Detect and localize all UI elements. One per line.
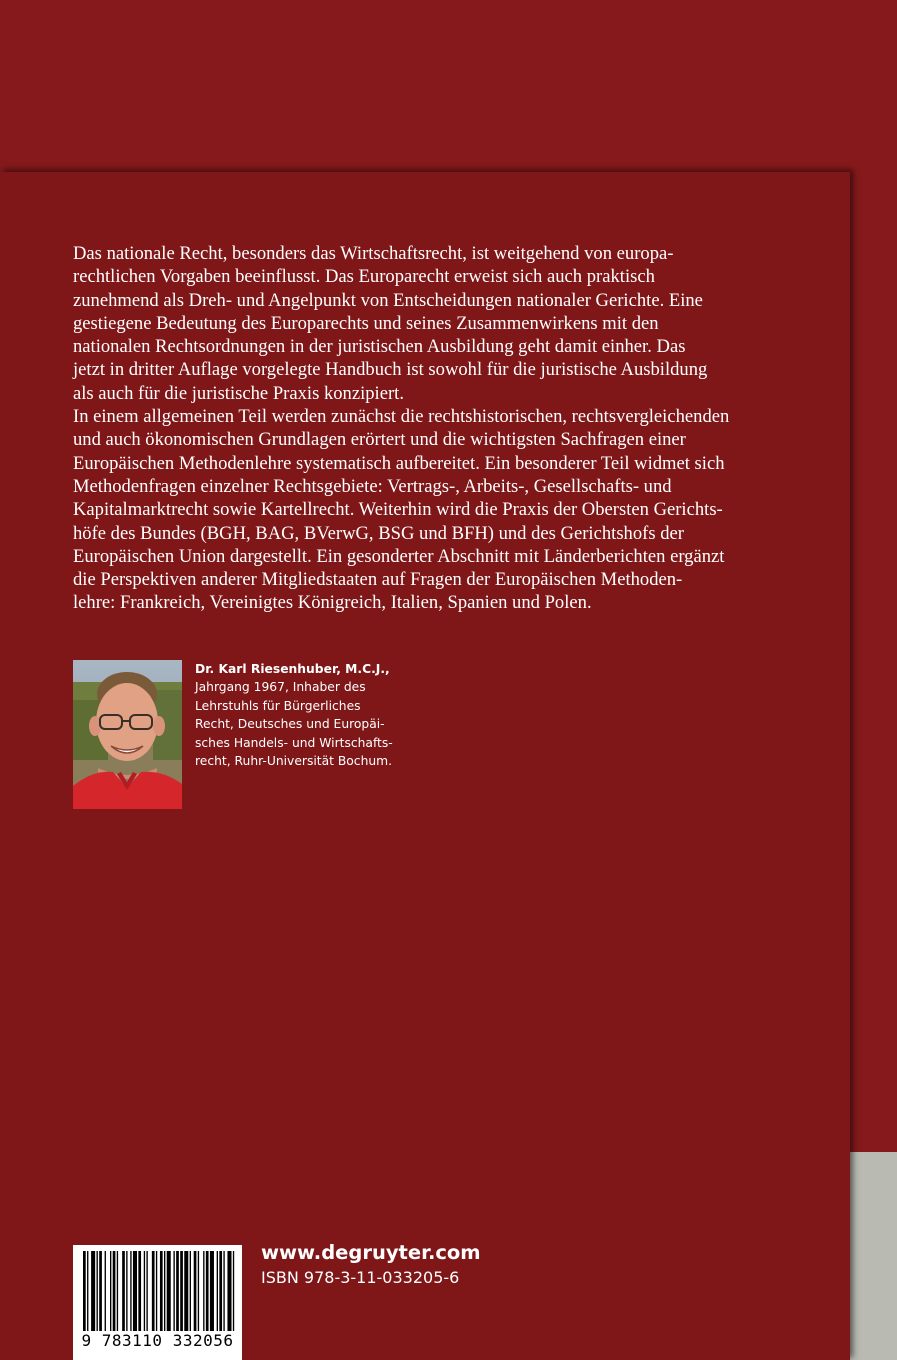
barcode-bar	[233, 1251, 234, 1331]
barcode-bar	[122, 1251, 125, 1331]
blurb-line: als auch für die juristische Praxis konzipiert.	[73, 382, 404, 404]
author-bio-line: Lehrstuhls für Bürgerliches	[195, 698, 361, 713]
barcode-bar	[219, 1251, 222, 1331]
barcode-bar	[99, 1251, 102, 1331]
barcode-bar	[130, 1251, 131, 1331]
blurb-line: Das nationale Recht, besonders das Wirtschaftsrecht, ist weitgehend von europa-	[73, 243, 674, 264]
blurb-line: Europäischen Union dargestellt. Ein gesonderter Abschnitt mit Länderberichten ergänzt	[73, 545, 725, 567]
barcode-bar	[152, 1251, 155, 1331]
blurb-line: die Perspektiven anderer Mitgliedstaaten auf Fragen der Europäischen Methoden-	[73, 569, 683, 591]
barcode-bar	[105, 1251, 106, 1331]
barcode-bar	[160, 1251, 163, 1331]
barcode-bar	[87, 1251, 88, 1331]
author-bio	[195, 660, 455, 770]
barcode-bar	[173, 1251, 174, 1331]
barcode-bar	[194, 1251, 197, 1331]
barcode-bar	[138, 1251, 141, 1331]
author-portrait	[73, 660, 182, 809]
barcode-bar	[198, 1251, 199, 1331]
blurb-line: zunehmend als Dreh- und Angelpunkt von Entscheidungen nationaler Gerichte. Eine	[73, 289, 703, 311]
barcode-bar	[126, 1251, 127, 1331]
blurb-line: lehre: Frankreich, Vereinigtes Königreich, Italien, Spanien und Polen.	[73, 592, 592, 614]
author-bio-line: recht, Ruhr-Universität Bochum.	[195, 754, 393, 769]
barcode-bar	[227, 1251, 231, 1331]
barcode-bar	[190, 1251, 191, 1331]
blurb-line: gestiegene Bedeutung des Europarechts und seines Zusammenwirkens mit den	[73, 312, 659, 334]
blurb-paragraph-1	[73, 242, 793, 405]
blurb-paragraph-2	[73, 405, 793, 615]
barcode-bar	[91, 1251, 95, 1331]
barcode-bar	[110, 1251, 111, 1331]
barcode-bar	[144, 1251, 145, 1331]
blurb-line: höfe des Bundes (BGH, BAG, BVerwG, BSG und BFH) und des Gerichtshofs der	[73, 522, 684, 544]
author-bio-line: Jahrgang 1967, Inhaber des	[195, 680, 366, 695]
blurb-text	[73, 242, 793, 615]
blurb-line: und auch ökonomischen Grundlagen erörtert und die wichtigsten Sachfragen einer	[73, 429, 686, 451]
barcode-bar	[167, 1251, 171, 1331]
barcode-bars	[73, 1245, 242, 1335]
barcode-bar	[164, 1251, 165, 1331]
isbn-barcode	[73, 1245, 242, 1360]
blurb-line: nationalen Rechtsordnungen in der juristischen Ausbildung geht damit einher. Das	[73, 336, 686, 358]
barcode-digits: 9 783110 332056	[81, 1331, 234, 1350]
blurb-line: Kapitalmarktrecht sowie Kartellrecht. Weiterhin wird die Praxis der Obersten Gerichts-	[73, 499, 723, 521]
barcode-bar	[210, 1251, 214, 1331]
barcode-bar	[206, 1251, 209, 1331]
author-bio-line: sches Handels- und Wirtschafts-	[195, 735, 393, 750]
blurb-line: Methodenfragen einzelner Rechtsgebiete: Vertrags-, Arbeits-, Gesellschafts- und	[73, 475, 672, 497]
barcode-bar	[146, 1251, 147, 1331]
blurb-line: Europäischen Methodenlehre systematisch aufbereitet. Ein besonderer Teil widmet sich	[73, 452, 725, 474]
publisher-url[interactable]: www.degruyter.com	[261, 1241, 481, 1264]
barcode-bar	[117, 1251, 118, 1331]
blurb-line: rechtlichen Vorgaben beeinflusst. Das Europarecht erweist sich auch praktisch	[73, 266, 655, 288]
barcode-bar	[156, 1251, 157, 1331]
author-name: Dr. Karl Riesenhuber, M.C.J.,	[195, 662, 390, 676]
barcode-bar	[113, 1251, 116, 1331]
blurb-line: In einem allgemeinen Teil werden zunächst die rechtshistorischen, rechtsvergleichenden	[73, 406, 730, 428]
barcode-bar	[180, 1251, 183, 1331]
barcode-bar	[83, 1251, 86, 1331]
barcode-bar	[217, 1251, 218, 1331]
barcode-bar	[133, 1251, 137, 1331]
grey-edge-strip	[850, 1152, 897, 1360]
barcode-bar	[176, 1251, 179, 1331]
barcode-bar	[223, 1251, 224, 1331]
barcode-bar	[184, 1251, 188, 1331]
isbn-number: ISBN 978-3-11-033205-6	[261, 1268, 460, 1287]
barcode-bar	[203, 1251, 204, 1331]
blurb-line: jetzt in dritter Auflage vorgelegte Handbuch ist sowohl für die juristische Ausbildung	[73, 359, 708, 381]
barcode-bar	[97, 1251, 98, 1331]
author-bio-line: Recht, Deutsches und Europäi-	[195, 717, 385, 732]
